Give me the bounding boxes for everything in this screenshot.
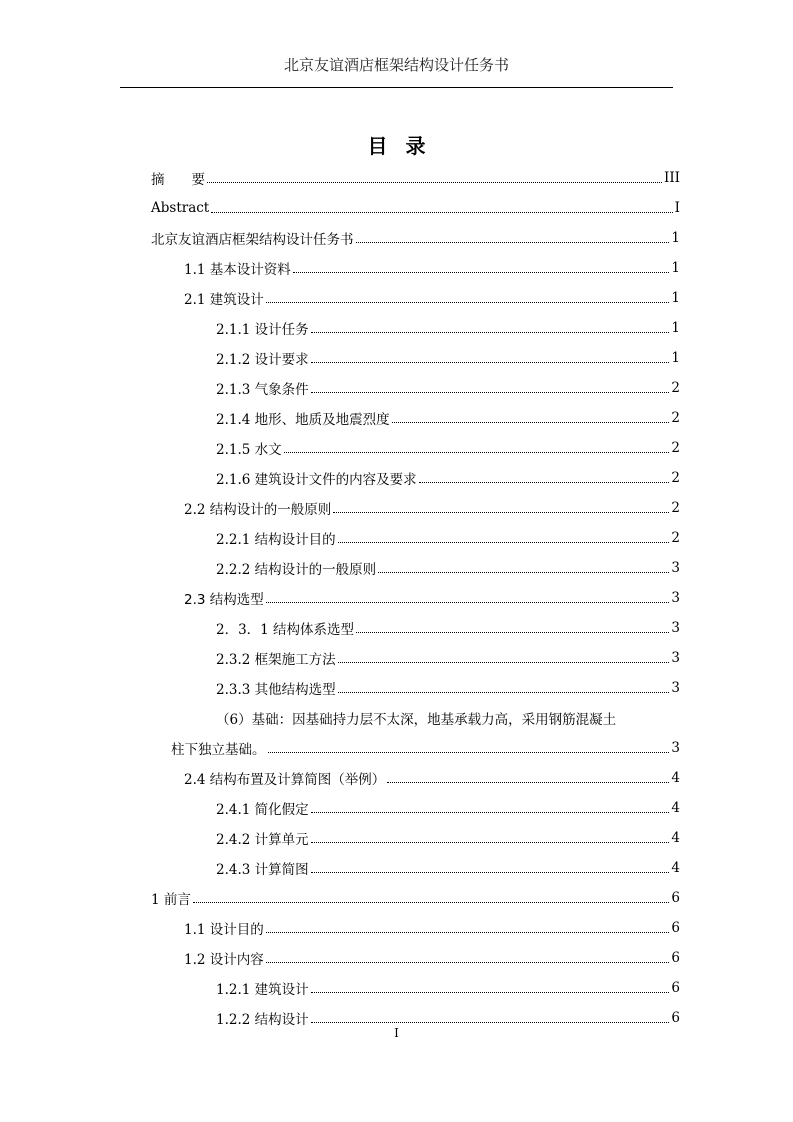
toc-entry-page: 6 [671, 920, 680, 936]
dot-leader [356, 632, 669, 633]
toc-entry-2-2-2[interactable] [151, 553, 680, 583]
toc-entry-task-book[interactable] [151, 223, 680, 253]
toc-entry-abstract-en[interactable] [151, 193, 680, 223]
toc-entry-2-3-3[interactable] [151, 673, 680, 703]
toc-entry-label: 2.1.2 设计要求 [216, 352, 309, 368]
dot-leader [311, 392, 670, 393]
toc-entry-label: 1 前言 [151, 892, 191, 908]
toc-entry-page: III [664, 170, 680, 186]
toc-entry-2-3[interactable] [151, 583, 680, 613]
toc-entry-label: 2.4 结构布置及计算简图（举例） [184, 772, 386, 788]
toc-entry-page: 2 [671, 500, 680, 516]
toc-entry-1-2-1[interactable] [151, 973, 680, 1003]
dot-leader [392, 422, 670, 423]
table-of-contents [151, 163, 680, 1033]
toc-entry-label: 2.2 结构设计的一般原则 [184, 502, 332, 518]
toc-entry-page: 6 [671, 980, 680, 996]
toc-entry-page: 2 [671, 470, 680, 486]
toc-entry-label: 1.2.2 结构设计 [216, 1012, 309, 1028]
toc-entry-2-1-6[interactable] [151, 463, 680, 493]
dot-leader [284, 452, 670, 453]
toc-entry-2-2[interactable] [151, 493, 680, 523]
toc-entry-page: 4 [671, 830, 680, 846]
dot-leader [387, 782, 669, 783]
dot-leader [311, 872, 670, 873]
dot-leader [266, 602, 670, 603]
toc-entry-page: 4 [671, 800, 680, 816]
toc-entry-label: 2.3.2 框架施工方法 [216, 652, 336, 668]
toc-entry-2-4-1[interactable] [151, 793, 680, 823]
toc-entry-2-1-2[interactable] [151, 343, 680, 373]
toc-entry-label: 北京友谊酒店框架结构设计任务书 [151, 232, 354, 248]
toc-entry-label: 柱下独立基础。 [171, 742, 266, 758]
dot-leader [266, 962, 670, 963]
toc-entry-label: 摘 要 [151, 172, 205, 188]
toc-entry-page: 2 [671, 410, 680, 426]
toc-entry-page: 6 [671, 950, 680, 966]
toc-entry-label: 2.2.1 结构设计目的 [216, 532, 336, 548]
toc-entry-page: 1 [671, 260, 680, 276]
dot-leader [378, 572, 669, 573]
toc-entry-1-2[interactable] [151, 943, 680, 973]
toc-entry-1[interactable] [151, 883, 680, 913]
toc-entry-2-1[interactable] [151, 283, 680, 313]
toc-entry-label: 1.1 基本设计资料 [184, 262, 291, 278]
toc-entry-page: 6 [671, 1010, 680, 1026]
dot-leader [356, 242, 670, 243]
toc-entry-abstract-cn[interactable] [151, 163, 680, 193]
toc-entry-page: 3 [671, 740, 680, 756]
dot-leader [311, 362, 670, 363]
toc-entry-2-4[interactable] [151, 763, 680, 793]
toc-entry-label: 2.2.2 结构设计的一般原则 [216, 562, 377, 578]
dot-leader [333, 512, 669, 513]
toc-entry-label: 2.4.1 简化假定 [216, 802, 309, 818]
toc-entry-page: 1 [671, 290, 680, 306]
toc-entry-1-1[interactable] [151, 253, 680, 283]
dot-leader [268, 752, 670, 753]
toc-entry-foundation-line2[interactable] [151, 733, 680, 763]
toc-entry-label: 1.2 设计内容 [184, 952, 264, 968]
dot-leader [338, 542, 670, 543]
dot-leader [207, 182, 662, 183]
toc-entry-page: 3 [671, 560, 680, 576]
dot-leader [311, 812, 670, 813]
header-rule [120, 87, 673, 88]
dot-leader [266, 932, 670, 933]
toc-entry-page: 1 [671, 230, 680, 246]
toc-entry-page: 3 [671, 590, 680, 606]
toc-entry-label: 2.4.3 计算简图 [216, 862, 309, 878]
toc-entry-page: 1 [671, 320, 680, 336]
toc-entry-label: 2.3.3 其他结构选型 [216, 682, 336, 698]
toc-entry-page: 2 [671, 380, 680, 396]
toc-entry-page: 3 [671, 680, 680, 696]
dot-leader [311, 332, 670, 333]
toc-entry-label: 2.1 建筑设计 [184, 292, 264, 308]
toc-entry-2-3-1[interactable] [151, 613, 680, 643]
toc-entry-2-2-1[interactable] [151, 523, 680, 553]
toc-entry-label: 2.3 结构选型 [184, 592, 264, 608]
toc-entry-label: 1.2.1 建筑设计 [216, 982, 309, 998]
toc-entry-label: 1.1 设计目的 [184, 922, 264, 938]
toc-entry-label: 2.1.1 设计任务 [216, 322, 309, 338]
toc-entry-page: 4 [671, 860, 680, 876]
toc-entry-label: （6）基础：因基础持力层不太深，地基承载力高，采用钢筋混凝土 [216, 712, 617, 728]
toc-entry-foundation-line1[interactable] [151, 703, 680, 733]
toc-entry-label: 2．3．1 结构体系选型 [216, 622, 355, 638]
toc-entry-2-1-1[interactable] [151, 313, 680, 343]
toc-entry-page: 6 [671, 890, 680, 906]
dot-leader [311, 842, 670, 843]
dot-leader [419, 482, 670, 483]
toc-entry-page: 3 [671, 620, 680, 636]
toc-entry-label: 2.1.6 建筑设计文件的内容及要求 [216, 472, 417, 488]
toc-entry-2-4-3[interactable] [151, 853, 680, 883]
toc-entry-label: 2.1.5 水文 [216, 442, 282, 458]
toc-entry-page: 4 [671, 770, 680, 786]
toc-entry-label: 2.1.3 气象条件 [216, 382, 309, 398]
toc-entry-2-4-2[interactable] [151, 823, 680, 853]
toc-entry-2-1-3[interactable] [151, 373, 680, 403]
dot-leader [266, 302, 670, 303]
dot-leader [311, 1022, 670, 1023]
toc-entry-page: I [674, 200, 680, 216]
toc-title: 目录 [367, 134, 444, 158]
page-number: I [394, 1026, 399, 1040]
toc-entry-2-1-5[interactable] [151, 433, 680, 463]
page-header: 北京友谊酒店框架结构设计任务书 [283, 56, 509, 74]
dot-leader [193, 902, 670, 903]
toc-entry-1-1-purpose[interactable] [151, 913, 680, 943]
toc-entry-label: Abstract [151, 200, 210, 216]
toc-entry-page: 2 [671, 440, 680, 456]
toc-entry-label: 2.1.4 地形、地质及地震烈度 [216, 412, 390, 428]
toc-entry-page: 1 [671, 350, 680, 366]
toc-entry-2-1-4[interactable] [151, 403, 680, 433]
toc-entry-label: 2.4.2 计算单元 [216, 832, 309, 848]
dot-leader [293, 272, 670, 273]
toc-entry-page: 3 [671, 650, 680, 666]
toc-entry-page: 2 [671, 530, 680, 546]
dot-leader [338, 692, 670, 693]
dot-leader [211, 212, 672, 213]
dot-leader [311, 992, 670, 993]
toc-entry-2-3-2[interactable] [151, 643, 680, 673]
dot-leader [338, 662, 670, 663]
